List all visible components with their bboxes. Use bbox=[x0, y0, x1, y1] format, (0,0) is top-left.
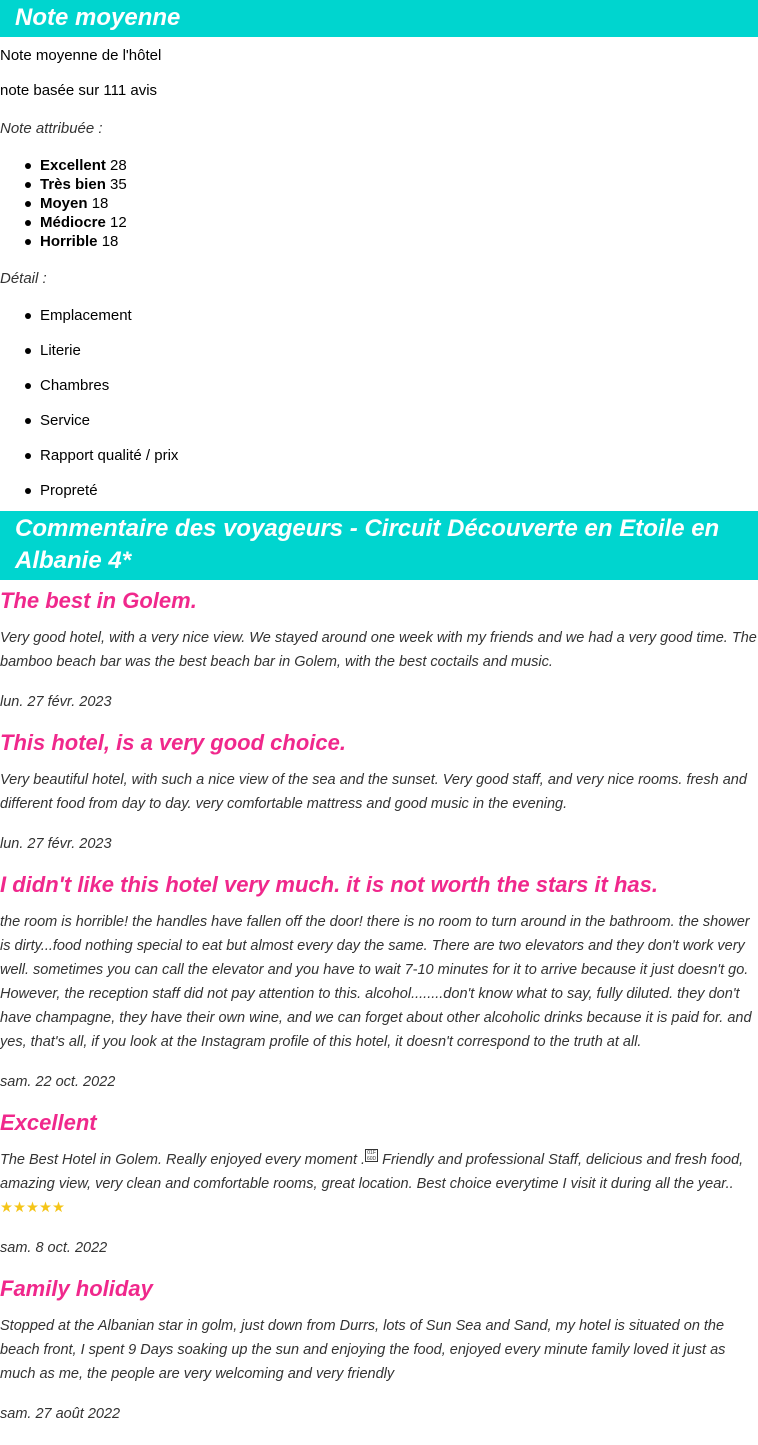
review-item bbox=[0, 1110, 758, 1258]
traveller-comments-section bbox=[0, 511, 758, 1424]
detail-chambres: Chambres bbox=[40, 376, 758, 396]
assigned-rating-label: Note attribuée : bbox=[0, 120, 103, 137]
review-date: lun. 27 févr. 2023 bbox=[0, 836, 112, 852]
review-title: Excellent bbox=[0, 1110, 97, 1135]
review-item bbox=[0, 1276, 758, 1424]
review-title: The best in Golem. bbox=[0, 588, 197, 613]
average-rating-header: Note moyenne bbox=[0, 0, 758, 37]
review-item bbox=[0, 872, 758, 1092]
average-rating-section bbox=[0, 0, 758, 501]
review-item bbox=[0, 730, 758, 854]
rating-horrible: Horrible 18 bbox=[40, 232, 758, 251]
review-text: Very beautiful hotel, with such a nice view of the sea and the sunset. Very good staff, and very nice rooms. fresh and different food from day to day. very comfortable mattress and good music in the evening. bbox=[0, 772, 747, 812]
review-date: lun. 27 févr. 2023 bbox=[0, 694, 112, 710]
five-stars-icon: ★★★★★ bbox=[0, 1200, 65, 1216]
detail-literie: Literie bbox=[40, 341, 758, 361]
comments-header: Commentaire des voyageurs - Circuit Découverte en Etoile en Albanie 4* bbox=[0, 511, 758, 580]
review-text: the room is horrible! the handles have fallen off the door! there is no room to turn around in the bathroom. the shower is dirty...food nothing special to eat but almost every day the same. There are two elevators and they don't work very well. sometimes you can call the elevator and you have to wait 7-10 minutes for it to arrive because it just doesn't go. However, the reception staff did not pay attention to this. alcohol........don't know what to say, fully diluted. they don't have champagne, they have their own wine, and we can forget about other alcoholic drinks because it is paid for. and yes, that's all, if you look at the Instagram profile of this hotel, it doesn't correspond to the truth at all. bbox=[0, 914, 752, 1050]
review-item bbox=[0, 588, 758, 712]
review-text: The Best Hotel in Golem. Really enjoyed every moment . 01F 60D Friendly and professional Staff, delicious and fresh food, amazing view, very clean and comfortable rooms, great location. Best choice everytime I visit it during all the year.. ★★★★★ bbox=[0, 1150, 744, 1216]
review-text: Very good hotel, with a very nice view. We stayed around one week with my friends and we had a very good time. The bamboo beach bar was the best beach bar in Golem, with the best coctails and music. bbox=[0, 630, 757, 670]
detail-emplacement: Emplacement bbox=[40, 306, 758, 326]
reviews-count: note basée sur 111 avis bbox=[0, 82, 158, 99]
rating-moyen: Moyen 18 bbox=[40, 194, 758, 213]
review-date: sam. 27 août 2022 bbox=[0, 1406, 121, 1422]
rating-tres-bien: Très bien 35 bbox=[40, 175, 758, 194]
review-date: sam. 8 oct. 2022 bbox=[0, 1240, 108, 1256]
detail-label: Détail : bbox=[0, 270, 47, 287]
unknown-glyph-box-icon: 01F 60D bbox=[366, 1150, 377, 1162]
hotel-average-subtitle: Note moyenne de l'hôtel bbox=[0, 47, 162, 64]
detail-proprete: Propreté bbox=[40, 481, 758, 501]
detail-rapport-qualite-prix: Rapport qualité / prix bbox=[40, 446, 758, 466]
detail-service: Service bbox=[40, 411, 758, 431]
review-date: sam. 22 oct. 2022 bbox=[0, 1074, 116, 1090]
detail-criteria-list bbox=[0, 306, 758, 501]
rating-mediocre: Médiocre 12 bbox=[40, 213, 758, 232]
review-title: Family holiday bbox=[0, 1276, 153, 1301]
review-text: Stopped at the Albanian star in golm, just down from Durrs, lots of Sun Sea and Sand, my hotel is situated on the beach front, I spent 9 Days soaking up the sun and enjoying the food, enjoyed every minute family loved it just as much as me, the people are very welcoming and very friendly bbox=[0, 1318, 726, 1382]
review-title: This hotel, is a very good choice. bbox=[0, 730, 346, 755]
review-title: I didn't like this hotel very much. it is not worth the stars it has. bbox=[0, 872, 659, 897]
rating-excellent: Excellent 28 bbox=[40, 156, 758, 175]
rating-distribution-list bbox=[0, 156, 758, 251]
